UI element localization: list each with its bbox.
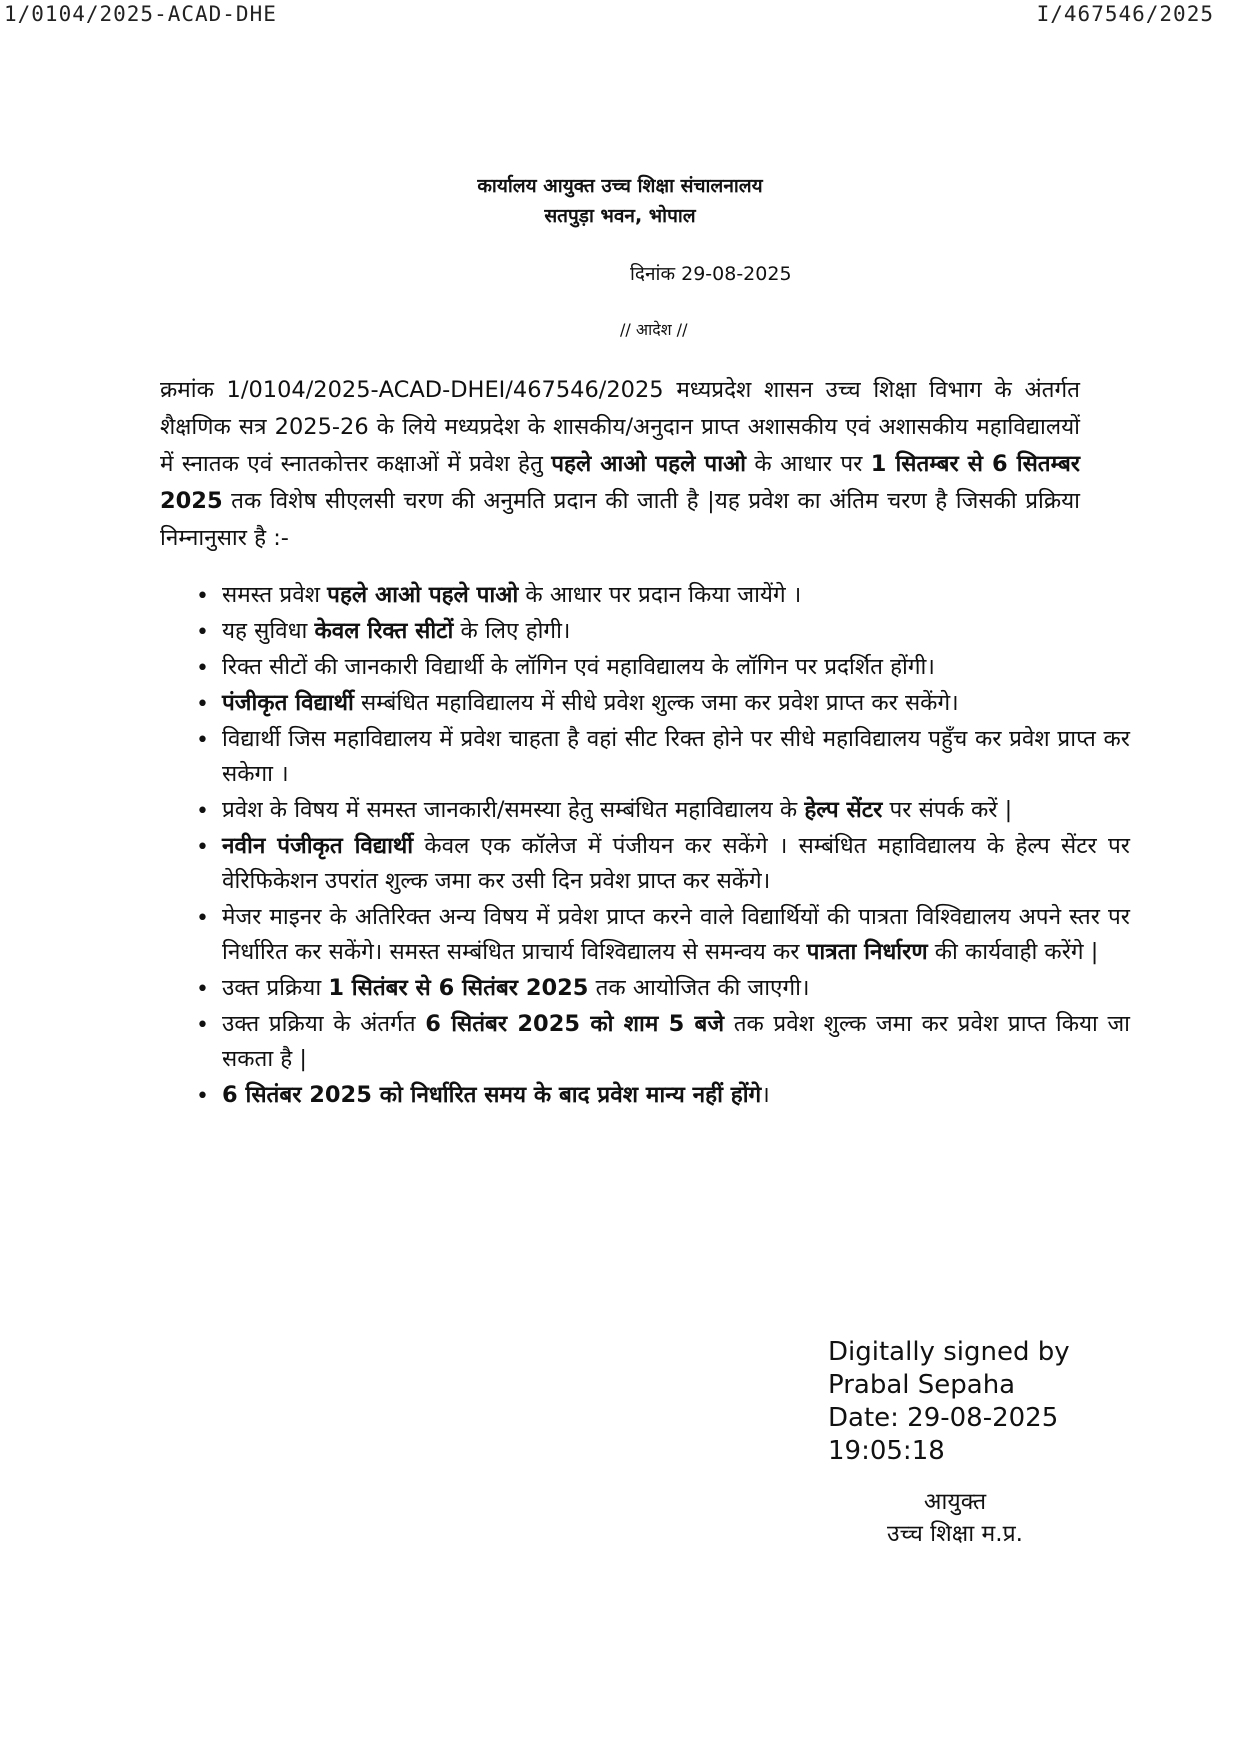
point-text: उक्त प्रक्रिया bbox=[222, 975, 329, 1001]
list-item bbox=[222, 793, 1130, 828]
file-reference-left: 1/0104/2025-ACAD-DHE bbox=[4, 2, 277, 26]
point-text: मेजर माइनर के अतिरिक्त अन्य विषय में प्रवेश प्राप्त करने वाले विद्यार्थियों की पात्रता विश्विद्यालय अपने स्तर पर निर्धारित कर सकेंगे। समस्त सम्बंधित प्राचार्य विश्विद्यालय से समन्वय कर bbox=[222, 904, 1130, 965]
intro-text: तक विशेष सीएलसी चरण की अनुमति प्रदान की जाती है |यह प्रवेश का अंतिम चरण है जिसकी प्रक्रिया निम्नानुसार है :- bbox=[160, 488, 1080, 551]
point-bold: 6 सितंबर 2025 को शाम 5 बजे bbox=[425, 1011, 725, 1037]
intro-bold: पहले आओ पहले पाओ bbox=[551, 451, 747, 477]
list-item bbox=[222, 829, 1130, 899]
point-text: के आधार पर प्रदान किया जायेंगे । bbox=[518, 582, 802, 608]
authority-department: उच्च शिक्षा म.प्र. bbox=[886, 1521, 1023, 1547]
list-item bbox=[222, 1078, 1130, 1113]
point-text: की कार्यवाही करेंगे | bbox=[927, 939, 1099, 965]
point-text: पर संपर्क करें | bbox=[882, 797, 1013, 823]
point-bold: नवीन पंजीकृत विद्यार्थी bbox=[222, 833, 414, 859]
point-text: तक आयोजित की जाएगी। bbox=[588, 975, 810, 1001]
signature-date: Date: 29-08-2025 bbox=[828, 1403, 1059, 1433]
procedure-list bbox=[172, 578, 1130, 1114]
intro-paragraph bbox=[160, 372, 1080, 557]
point-text: प्रवेश के विषय में समस्त जानकारी/समस्या हेतु सम्बंधित महाविद्यालय के bbox=[222, 797, 805, 823]
list-item bbox=[222, 722, 1130, 792]
list-item bbox=[222, 578, 1130, 613]
point-bold: पंजीकृत विद्यार्थी bbox=[222, 690, 354, 716]
point-text: यह सुविधा bbox=[222, 618, 315, 644]
office-name: कार्यालय आयुक्त उच्च शिक्षा संचालनालय bbox=[477, 175, 763, 197]
office-address: सतपुड़ा भवन, भोपाल bbox=[544, 205, 696, 227]
order-date: दिनांक 29-08-2025 bbox=[630, 263, 792, 285]
list-item bbox=[222, 686, 1130, 721]
signature-time: 19:05:18 bbox=[828, 1436, 945, 1466]
order-title: // आदेश // bbox=[620, 320, 688, 339]
point-text: सम्बंधित महाविद्यालय में सीधे प्रवेश शुल्क जमा कर प्रवेश प्राप्त कर सकेंगे। bbox=[353, 690, 959, 716]
intro-text: क्रमांक 1/0104/2025-ACAD-DHEI/467546/2025 मध्यप्रदेश शासन उच्च शिक्षा विभाग के अंतर्गत शैक्षणिक सत्र 2025-26 के लिये मध्यप्रदेश के शासकीय/अनुदान प्राप्त अशासकीय एवं अशासकीय महाविद्यालयों में स्नातक एवं स्नातकोत्तर कक्षाओं में प्रवेश हेतु bbox=[160, 377, 1080, 477]
point-bold: हेल्प सेंटर bbox=[804, 797, 883, 823]
point-text: के लिए होगी। bbox=[453, 618, 571, 644]
point-bold: पहले आओ पहले पाओ bbox=[327, 582, 519, 608]
point-bold: पात्रता निर्धारण bbox=[806, 939, 928, 965]
list-item bbox=[222, 614, 1130, 649]
point-text: । bbox=[761, 1082, 770, 1108]
list-item bbox=[222, 650, 1130, 685]
point-text: उक्त प्रक्रिया के अंतर्गत bbox=[222, 1011, 426, 1037]
point-text: तक प्रवेश शुल्क जमा कर प्रवेश प्राप्त किया जा सकता है | bbox=[222, 1011, 1131, 1072]
point-text: रिक्त सीटों की जानकारी विद्यार्थी के लॉगिन एवं महाविद्यालय के लॉगिन पर प्रदर्शित होंगी। bbox=[222, 654, 935, 680]
intro-text: के आधार पर bbox=[746, 451, 871, 477]
signer-name: Prabal Sepaha bbox=[828, 1370, 1016, 1400]
intro-bold: 1 सितम्बर से 6 सितम्बर 2025 bbox=[160, 451, 1080, 514]
authority-title: आयुक्त bbox=[923, 1489, 987, 1515]
point-bold: 6 सितंबर 2025 को निर्धारित समय के बाद प्रवेश मान्य नहीं होंगे bbox=[222, 1082, 762, 1108]
point-bold: केवल रिक्त सीटों bbox=[314, 618, 454, 644]
list-item bbox=[222, 900, 1130, 970]
point-text: समस्त प्रवेश bbox=[222, 582, 328, 608]
file-reference-right: I/467546/2025 bbox=[1036, 2, 1214, 26]
digital-signature-block bbox=[828, 1336, 1070, 1468]
point-bold: 1 सितंबर से 6 सितंबर 2025 bbox=[328, 975, 589, 1001]
list-item bbox=[222, 1007, 1130, 1077]
signature-line: Digitally signed by bbox=[828, 1337, 1070, 1367]
list-item bbox=[222, 971, 1130, 1006]
point-text: विद्यार्थी जिस महाविद्यालय में प्रवेश चाहता है वहां सीट रिक्त होने पर सीधे महाविद्यालय पहुँच कर प्रवेश प्राप्त कर सकेगा । bbox=[222, 726, 1130, 787]
point-text: केवल एक कॉलेज में पंजीयन कर सकेंगे । सम्बंधित महाविद्यालय के हेल्प सेंटर पर वेरिफिकेशन उपरांत शुल्क जमा कर उसी दिन प्रवेश प्राप्त कर सकेंगे। bbox=[222, 833, 1130, 894]
